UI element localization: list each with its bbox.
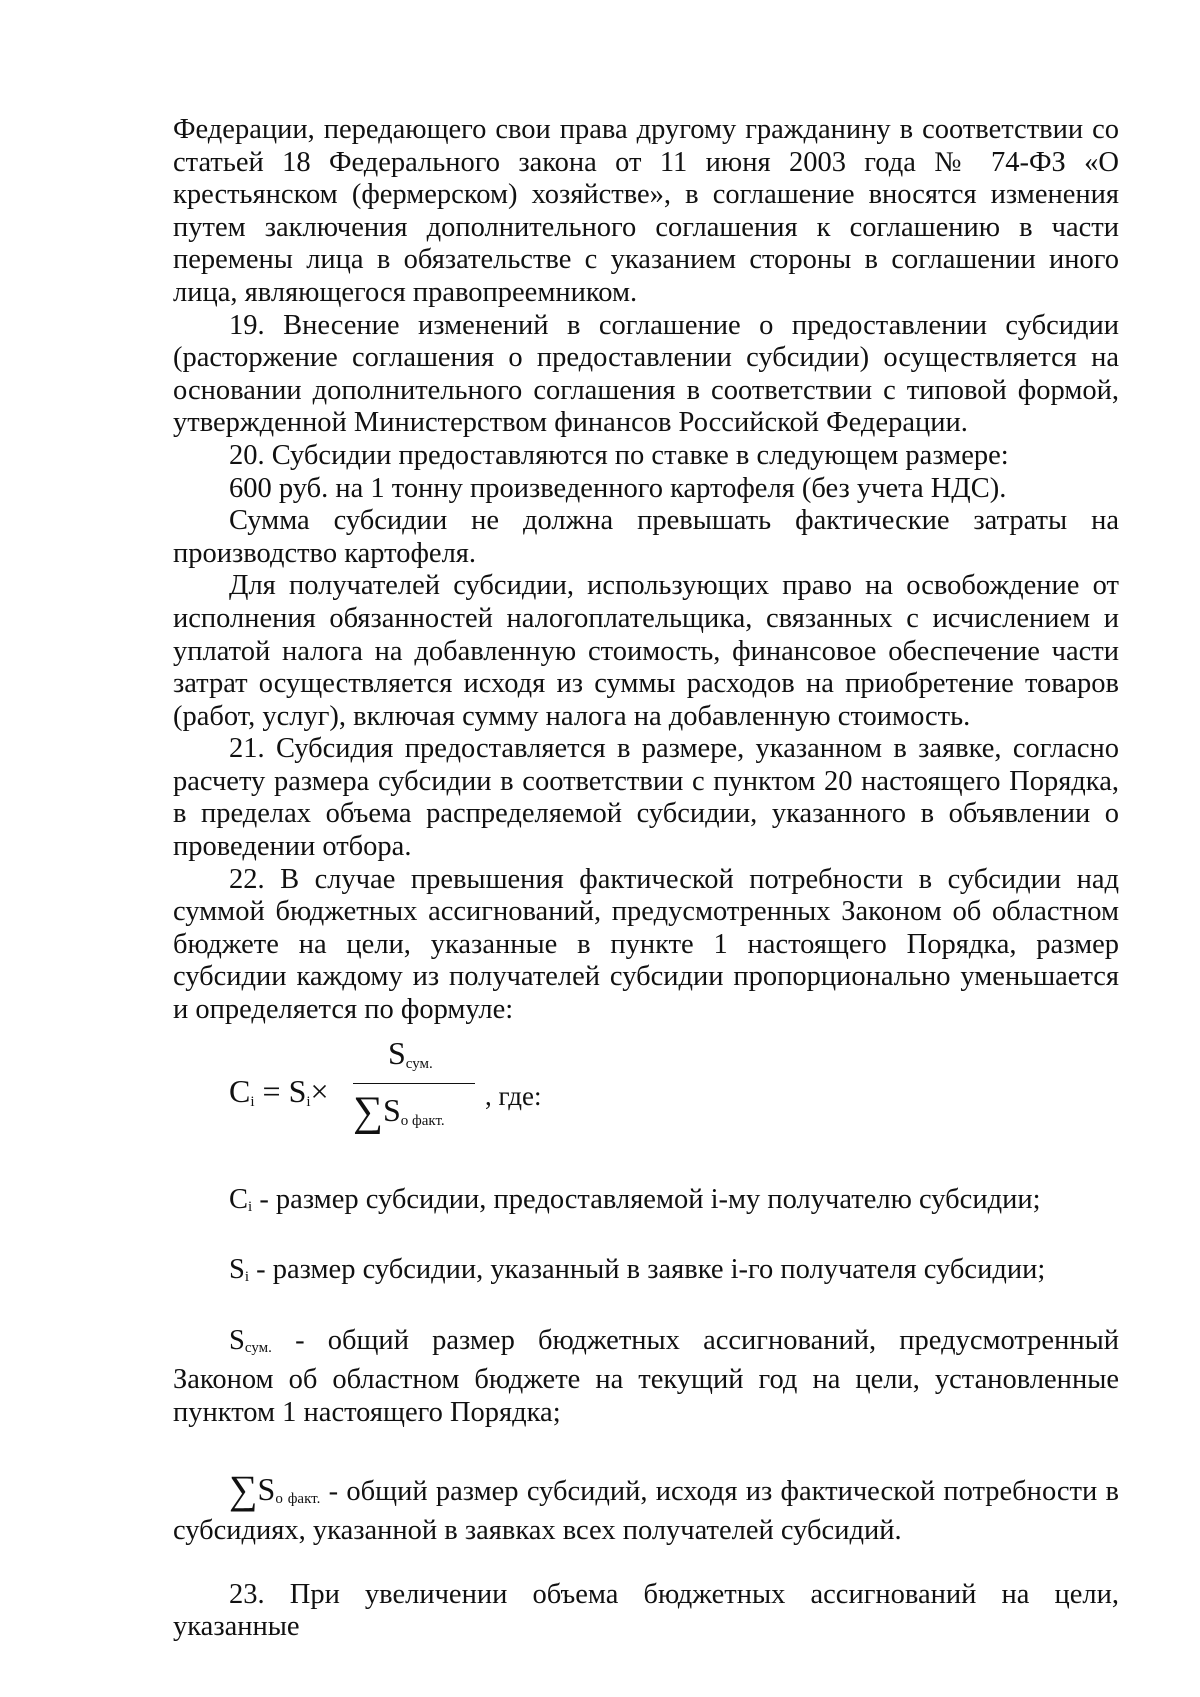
definition-ssum-letter: S [229,1324,245,1356]
definition-ci-letter: C [229,1183,249,1215]
formula-numerator [388,1035,433,1073]
paragraph-20-limit: Сумма субсидии не должна превышать фактические затраты на производство картофеля. [173,505,1119,569]
definition-ci [173,1184,1119,1224]
subsidy-formula [173,1029,1119,1153]
document-body [173,114,1119,1644]
paragraph-22: 22. В случае превышения фактической потребности в субсидии над суммой бюджетных ассигнований, предусмотренных Законом об областном бюджете на цели, указанные в пункте 1 настоящего Порядка, размер субсидии каждому из получателей субсидии пропорционально уменьшается и определяется по формуле: [173,863,1119,1026]
definition-si-symbol [229,1254,249,1285]
definition-si-text: - размер субсидии, указанный в заявке i-го получателя субсидии; [249,1254,1046,1286]
formula-left-side [229,1073,329,1111]
definition-ci-sub: i [248,1198,253,1215]
definition-sfact-text: - общий размер субсидий, исходя из фактической потребности в субсидиях, указанной в заявках всех получателей субсидий. [173,1475,1119,1547]
definition-sfact [173,1466,1119,1548]
definition-sfact-symbol [229,1466,321,1512]
definition-ssum-symbol [229,1325,272,1356]
definition-si-sub: i [244,1269,250,1286]
paragraph-20: 20. Субсидии предоставляются по ставке в следующем размере: [229,439,1009,471]
formula-fraction-bar [353,1083,475,1085]
formula-s-sub: i [306,1093,311,1110]
definition-si-letter: S [229,1254,245,1286]
formula-denominator [353,1088,445,1135]
formula-c: C [229,1072,251,1109]
definition-sfact-sub: о факт. [275,1490,321,1507]
formula-num-sub: сум. [405,1055,433,1072]
definition-ci-symbol [229,1184,252,1215]
formula-den-s: S [382,1091,401,1128]
definition-ssum-text: - общий размер бюджетных ассигнований, предусмотренный Законом об областном бюджете на текущий год на цели, установленные пунктом 1 настоящего Порядка; [173,1324,1119,1428]
formula-s: S [288,1072,307,1109]
formula-fraction [353,1029,475,1153]
definition-ssum-sub: сум. [244,1339,272,1356]
sum-icon: ∑ [229,1466,258,1512]
paragraph-21: 21. Субсидия предоставляется в размере, указанном в заявке, согласно расчету размера субсидии в соответствии с пунктом 20 настоящего Порядка, в пределах объема распределяемой субсидии, указанного в объявлении о проведении отбора. [173,733,1119,863]
formula-num-s: S [388,1034,406,1071]
definition-ci-text: - размер субсидии, предоставляемой i-му получателю субсидии; [252,1183,1041,1215]
formula-times: × [310,1072,329,1109]
paragraph-continuation: Федерации, передающего свои права другому гражданину в соответствии со статьей 18 Федерального закона от 11 июня 2003 года № 74-ФЗ «О крестьянском (фермерском) хозяйстве», в соглашение вносятся изменения путем заключения дополнительного соглашения к соглашению в части перемены лица в обязательстве с указанием стороны в соглашении иного лица, являющегося правопреемником. [173,114,1119,308]
formula-equals: = [262,1072,281,1109]
paragraph-23: 23. При увеличении объема бюджетных ассигнований на цели, указанные [173,1578,1119,1643]
formula-where: , где: [485,1080,542,1111]
sum-icon: ∑ [353,1088,383,1135]
definition-si [173,1254,1119,1294]
definition-sfact-letter: S [257,1470,276,1507]
formula-den-sub: о факт. [400,1112,445,1129]
definition-ssum [173,1325,1119,1430]
paragraph-20-vat: Для получателей субсидии, использующих право на освобождение от исполнения обязанностей налогоплательщика, связанных с исчислением и уплатой налога на добавленную стоимость, финансовое обеспечение части затрат осуществляется исходя из суммы расходов на приобретение товаров (работ, услуг), включая сумму налога на добавленную стоимость. [173,570,1119,732]
formula-c-sub: i [250,1093,255,1110]
paragraph-20-rate: 600 руб. на 1 тонну произведенного картофеля (без учета НДС). [229,472,1007,504]
paragraph-19: 19. Внесение изменений в соглашение о предоставлении субсидии (расторжение соглашения о предоставлении субсидии) осуществляется на основании дополнительного соглашения в соответствии с типовой формой, утвержденной Министерством финансов Российской Федерации. [173,309,1119,439]
